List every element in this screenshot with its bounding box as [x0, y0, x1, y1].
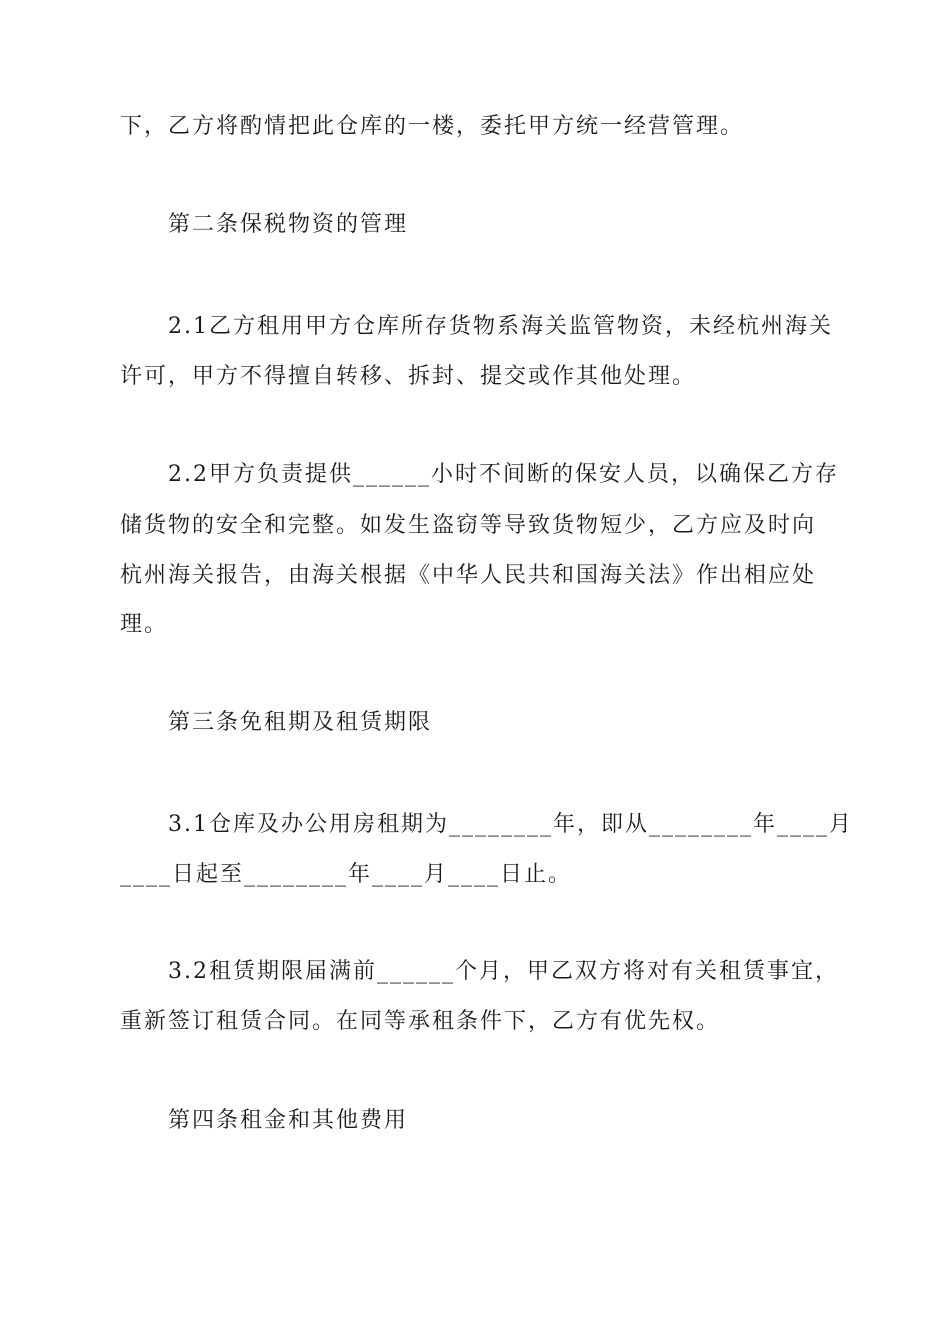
clause-2-2-line-1: 2.2甲方负责提供______小时不间断的保安人员，以确保乙方存 [168, 462, 839, 487]
clause-3-2-line-1: 3.2租赁期限届满前______个月，甲乙双方将对有关租赁事宜， [168, 959, 839, 984]
article-3-heading: 第三条免租期及租赁期限 [168, 710, 433, 735]
clause-2-2-line-4: 理。 [120, 612, 169, 637]
paragraph-continuation: 下，乙方将酌情把此仓库的一楼，委托甲方统一经营管理。 [120, 114, 745, 139]
clause-2-2-line-2: 储货物的安全和完整。如发生盗窃等导致货物短少，乙方应及时向 [120, 513, 817, 538]
article-2-heading: 第二条保税物资的管理 [168, 212, 409, 237]
clause-3-2-line-2: 重新签订租赁合同。在同等承租条件下，乙方有优先权。 [120, 1009, 721, 1034]
clause-2-1-line-1: 2.1乙方租用甲方仓库所存货物系海关监管物资，未经杭州海关 [168, 314, 833, 339]
clause-3-1-line-2: ____日起至________年____月____日止。 [120, 862, 573, 887]
clause-2-2-line-3: 杭州海关报告，由海关根据《中华人民共和国海关法》作出相应处 [120, 563, 817, 588]
clause-3-1-line-1: 3.1仓库及办公用房租期为________年，即从________年____月 [168, 812, 853, 837]
article-4-heading: 第四条租金和其他费用 [168, 1108, 409, 1133]
clause-2-1-line-2: 许可，甲方不得擅自转移、拆封、提交或作其他处理。 [120, 364, 697, 389]
